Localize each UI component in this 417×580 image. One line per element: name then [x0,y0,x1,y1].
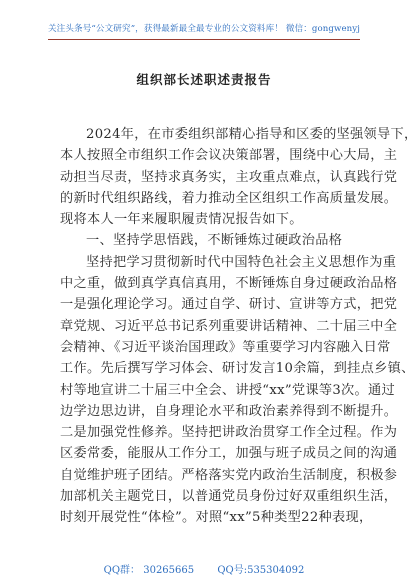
body-line: 现将本人一年来履职履责情况报告如下。 [60,212,303,228]
body-line: 村等地宣讲二十届三中全会、讲授“xx”党课等3次。通过 [60,382,395,398]
body-line: 加部机关主题党日，以普通党员身份过好双重组织生活， [60,489,398,505]
body-line: 边学边思边讲，自身理论水平和政治素养得到不断提升。 [60,403,398,419]
body-line: 中之重，做到真学真信真用，不断锤炼自身过硬政治品格 [60,276,398,292]
body-line: 一是强化理论学习。通过自学、研讨、宣讲等方式，把党 [60,297,398,313]
body-line: 自觉维护班子团结。严格落实党内政治生活制度，积极参 [60,467,398,483]
document-body [60,124,417,529]
body-line: 时刻开展党性“体检”。对照“xx”5种类型22种表现， [60,510,373,526]
document-title: 组织部长述职述责报告 [136,72,272,87]
footer-contact [0,561,408,576]
footer-qq-number: QQ号:535304092 [217,565,305,576]
body-line: 2024年，在市委组织部精心指导和区委的坚强领导下， [86,127,417,142]
body-line: 章党规、习近平总书记系列重要讲话精神、二十届三中全 [60,318,398,334]
body-line: 区委常委，能服从工作分工，加强与班子成员之间的沟通 [60,446,398,462]
footer-qq-group: QQ群： 30265665 [103,565,195,576]
body-line: 二是加强党性修养。坚持把讲政治贯穿工作全过程。作为 [60,425,398,441]
body-line: 工作。先后撰写学习体会、研讨发言10余篇，到挂点乡镇、 [60,361,415,377]
header-wechat-text: 微信：gongwenyj [285,24,361,34]
body-line: 本人按照全市组织工作会议决策部署，围绕中心大局，主 [60,148,398,164]
body-line: 的新时代组织路线，着力推动全区组织工作高质量发展。 [60,190,398,206]
body-line: 会精神、《习近平谈治国理政》等重要学习内容融入日常 [60,339,391,355]
header-notice [0,22,408,34]
body-line: 坚持把学习贯彻新时代中国特色社会主义思想作为重 [86,254,397,270]
header-divider [48,39,360,40]
section-heading: 一、坚持学思悟践，不断锤炼过硬政治品格 [86,233,343,249]
header-notice-text: 关注头条号“公文研究”，获得最新最全最专业的公文资料库！ [47,24,283,34]
body-line: 动担当尽责，坚持求真务实，主攻重点难点，认真践行党 [60,169,398,185]
